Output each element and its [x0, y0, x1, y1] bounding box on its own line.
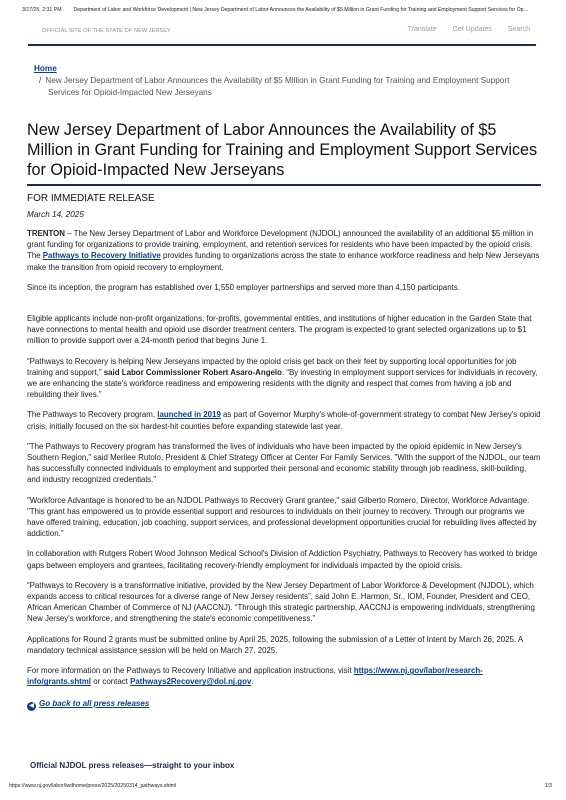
print-datetime: 3/17/25, 2:31 PM	[22, 7, 62, 13]
launched-2019-link[interactable]: launched in 2019	[157, 410, 221, 420]
back-link-label: Go back to all press releases	[39, 698, 150, 708]
paragraph-eligibility: Eligible applicants include non-profit organizations, for-profits, governmental entities, and institutions of higher education in the Garden State that have connections to mental health and opioid use disorder treatment centers. The program is expected to grant selected organizations up to $1 million to provide support over a 24-month period that begins June 1.	[27, 314, 532, 346]
breadcrumb-current	[34, 75, 514, 99]
dateline-dash: –	[65, 229, 74, 238]
translate-link[interactable]: Translate	[407, 26, 437, 33]
paragraph-more-info	[27, 665, 541, 687]
paragraph-commissioner-quote	[27, 356, 541, 401]
intro-text-b: provides funding to organizations across the state to enhance workforce readiness and help New Jerseyans make the transition from opioid recovery to employment.	[27, 251, 540, 272]
quote-attribution: said Labor Commissioner Robert Asaro-Angelo	[101, 367, 282, 377]
release-date: March 14, 2025	[27, 210, 84, 219]
paragraph-intro	[27, 228, 541, 273]
paragraph-program-history	[27, 409, 541, 431]
print-header	[22, 7, 552, 13]
dateline: TRENTON	[27, 229, 65, 238]
breadcrumb-current-label: New Jersey Department of Labor Announces the Availability of $5 Million in Grant Funding for Training and Employment Support Services for Opioid-Impacted New Jerseyans	[45, 76, 510, 97]
get-updates-link[interactable]: Get Updates	[452, 26, 492, 33]
breadcrumb-home-link[interactable]: Home	[34, 64, 57, 73]
breadcrumb-separator: /	[39, 76, 42, 85]
paragraph-rutgers: In collaboration with Rutgers Robert Wood Johnson Medical School's Division of Addiction Psychiatry, Pathways to Recovery has worked to bridge gaps between employers and grantees, facilitating recovery-friendly employment for individuals impacted by the opioid crisis.	[27, 549, 538, 570]
quote-text-a: “Pathways to Recovery is helping New Jerseyans impacted by the opioid crisis get back on their feet by supporting local opportunities for job training and support,”	[27, 356, 517, 377]
paragraph-deadlines: Applications for Round 2 grants must be submitted online by April 25, 2025, following the submission of a Letter of Intent by March 26, 2025. A mandatory technical assistance session will be held on March 27, 2025.	[27, 634, 523, 655]
paragraph-stats: Since its inception, the program has established over 1,550 employer partnerships and served more than 4,150 participants.	[27, 282, 460, 292]
arrow-left-icon: ◀	[27, 702, 36, 711]
top-links	[394, 26, 530, 33]
pathways-initiative-link[interactable]: Pathways to Recovery Initiative	[42, 251, 161, 261]
history-text-b: as part of Governor Murphy's whole-of-government strategy to combat New Jersey's opioid crisis, initially focused on the six hardest-hit counties before expanding statewide last year.	[27, 410, 541, 431]
print-page-title: Department of Labor and Workforce Development | New Jersey Department of Labor Announces the Availability of $5 Million in Grant Funding for Training and Employment Support Services for Op…	[73, 7, 529, 13]
grants-page-link[interactable]: https://www.nj.gov/labor/research-info/grants.shtml	[27, 666, 483, 687]
quote-text-b: . “By investing in employment support services for individuals in recovery, we are enhancing the state's workforce readiness and empowering residents with the dignity and respect that comes from having a job and rebuilding their lives.”	[27, 367, 538, 400]
intro-text-a: The New Jersey Department of Labor and Workforce Development (NJDOL) announced the availability of an additional $5 million in grant funding for organizations to provide training, employment, and retention services for residents who have been impacted by the opioid crisis. The	[27, 229, 534, 261]
release-label: FOR IMMEDIATE RELEASE	[27, 193, 155, 204]
print-page-number: 1/3	[544, 783, 552, 789]
more-info-text-c: .	[251, 677, 254, 687]
contact-email-link[interactable]: Pathways2Recovery@dol.nj.gov	[130, 677, 252, 687]
site-topbar	[28, 22, 536, 46]
back-to-press-releases-link[interactable]	[27, 699, 541, 711]
paragraph-romero-quote: "Workforce Advantage is honored to be an NJDOL Pathways to Recovery Grant grantee," said Gilberto Romero, Director, Workforce Advantage. "This grant has empowered us to provide essential support and resources to individuals on their journey to recovery. Through our programs we have offered training, education, job coaching, support services, and professional development opportunities crucial for rebuilding lives affected by addiction."	[27, 495, 537, 539]
paragraph-rutolo-quote: "The Pathways to Recovery program has transformed the lives of individuals who have been impacted by the opioid epidemic in New Jersey's Southern Region," said Merilee Rutolo, President & Chief Strategy Officer at Center For Family Services. "With the support of the NJDOL, our team has successfully connected individuals to employment and supported their personal and economic stability through job readiness, skill-building, and industry recognized credentials."	[27, 441, 541, 485]
breadcrumb	[34, 63, 514, 99]
history-text-a: The Pathways to Recovery program,	[27, 410, 158, 420]
newsletter-signup-heading: Official NJDOL press releases—straight to your inbox	[30, 761, 235, 770]
print-url: https://www.nj.gov/labor/lwdhome/press/2025/20250314_pathways.shtml	[9, 783, 177, 789]
article	[27, 120, 541, 711]
more-info-text-a: For more information on the Pathways to Recovery Initiative and application instructions, visit	[27, 666, 354, 676]
page-title: New Jersey Department of Labor Announces the Availability of $5 Million in Grant Funding for Training and Employment Support Services for Opioid-Impacted New Jerseyans	[27, 120, 541, 186]
search-link[interactable]: Search	[507, 26, 530, 33]
official-site-label: OFFICIAL SITE OF THE STATE OF NEW JERSEY	[42, 28, 171, 34]
print-footer	[9, 783, 552, 789]
paragraph-harmon-quote: “Pathways to Recovery is a transformative initiative, provided by the New Jersey Department of Labor Workforce & Development (NJDOL), which expands access to critical resources for a diverse range of New Jersey residents”, said John E. Harmon, Sr., IOM, Founder, President and CEO, African American Chamber of Commerce of NJ (AACCNJ). “Through this strategic partnership, AACCNJ is empowering individuals, strengthening New Jersey's workforce, and strengthening the state's economic competitiveness.”	[27, 580, 535, 624]
more-info-text-b: or contact	[91, 677, 131, 687]
